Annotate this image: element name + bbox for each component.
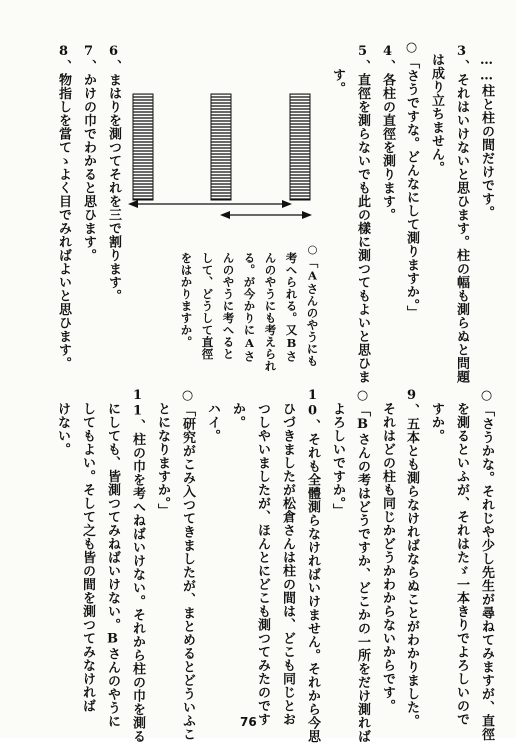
diagram-caption-line: 考へられる。又Bさ	[284, 252, 299, 363]
text-line: すか。	[429, 402, 444, 443]
text-line: よろしいですか。」	[330, 402, 345, 517]
text-line: 4、各柱の直徑を測ります。	[380, 44, 395, 222]
text-line: ○「研究がこみ入つてきましたが、まとめるとどういふこ	[180, 388, 195, 741]
double-arrow	[220, 211, 312, 219]
text-line: にしても、皆測つてみねばいけない。Bさんのやうに	[105, 402, 120, 728]
text-line: ○「Bさんの考はどうですか、どこかの一所をだけ測れば	[355, 388, 370, 743]
text-line: 9、五本とも測らなければならぬことがわかりました。	[404, 388, 419, 728]
pillar	[211, 94, 231, 200]
text-line: は成り立ちません。	[429, 53, 444, 175]
text-line: 11、柱の巾を考へねばいけない。それから柱の巾を測る	[130, 388, 145, 743]
diagram-caption-line: ○「Aさんのやうにも	[305, 242, 320, 367]
diagram-caption-line: して、どうして直徑	[200, 252, 215, 360]
diagram-caption-line: る。が今かりにAさ	[242, 252, 257, 363]
text-line: 5、直徑を測らないでも此の樣に測つてもよいと思ひま	[355, 44, 370, 384]
text-line: か。	[230, 402, 245, 429]
text-line: けない。	[55, 402, 70, 456]
text-line: してもよい。そして之も皆の間を測つてみなければ	[80, 402, 95, 713]
text-line: す。	[330, 68, 345, 95]
text-line: ○「さうかな。それじや少し先生が尋ねてみますが、直徑	[479, 388, 494, 741]
text-line: 7、かけの巾でわかると思ひます。	[81, 44, 96, 262]
diagram-caption-line: んのやうにも考えられ	[263, 252, 278, 372]
text-line: ひづきましたが松倉さんは柱の間は、どこも同じとお	[280, 402, 295, 726]
double-arrow	[128, 200, 292, 208]
pillar	[133, 94, 153, 200]
text-line: を測るといふが、それはたゞ一本きりでよろしいので	[454, 402, 469, 726]
text-line: 8、物指しを當てゝよく目でみればよいと思ひます。	[56, 44, 71, 370]
diagram-caption-line: をはかりますか。	[179, 252, 194, 348]
pillar	[290, 94, 310, 200]
text-line: それはどの柱も同じかどうかわからないからです。	[380, 402, 395, 713]
page-number: 76	[240, 715, 257, 729]
text-line: 6、まはりを測つてそれを三で割ります。	[106, 44, 121, 303]
text-line: ハイ。	[205, 402, 220, 443]
text-line: 10、それも全體測らなければいけません。それから今思	[305, 388, 320, 743]
diagram-caption-line: んのやうに考へると	[221, 252, 236, 360]
text-line: ……柱と柱の間だけです。	[479, 53, 494, 219]
text-line: ○「さうですな。どんなにして測りますか。」	[404, 40, 419, 319]
text-line: 3、それはいけないと思ひます。柱の幅も測らぬと問題	[454, 44, 469, 384]
text-line: とになりますか。」	[155, 402, 170, 517]
text-line: つしやいましたが、ほんとにどこも測つてみたのです	[255, 402, 270, 726]
